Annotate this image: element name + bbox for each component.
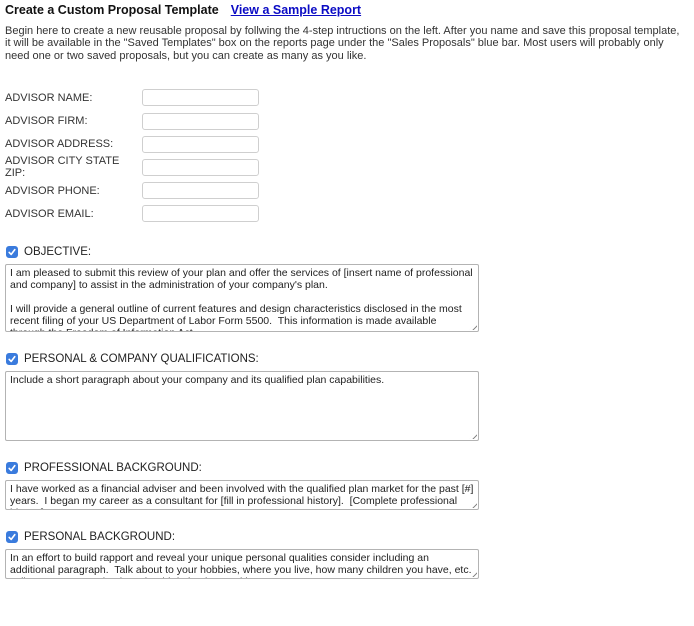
personal-background-checkbox[interactable]	[6, 531, 18, 543]
advisor-address-label: ADVISOR ADDRESS:	[5, 138, 114, 151]
check-icon	[8, 355, 16, 363]
advisor-email-row	[5, 202, 686, 225]
professional-background-label: PROFESSIONAL BACKGROUND:	[24, 462, 202, 475]
advisor-name-row	[5, 86, 686, 109]
personal-background-textarea-wrap	[5, 549, 479, 579]
qualifications-label: PERSONAL & COMPANY QUALIFICATIONS:	[24, 353, 259, 366]
personal-background-section	[5, 531, 686, 579]
advisor-phone-input[interactable]	[142, 182, 259, 199]
advisor-city-state-zip-label: ADVISOR CITY STATE ZIP:	[5, 155, 120, 180]
advisor-firm-row	[5, 109, 686, 132]
advisor-name-input[interactable]	[142, 89, 259, 106]
advisor-phone-row	[5, 179, 686, 202]
check-icon	[8, 464, 16, 472]
objective-check-row	[6, 246, 686, 258]
advisor-phone-label: ADVISOR PHONE:	[5, 184, 100, 197]
qualifications-textarea[interactable]	[5, 371, 479, 441]
advisor-name-label: ADVISOR NAME:	[5, 91, 93, 104]
professional-background-check-row	[6, 462, 686, 474]
qualifications-textarea-wrap	[5, 371, 479, 441]
personal-background-textarea[interactable]	[5, 549, 479, 579]
check-icon	[8, 248, 16, 256]
professional-background-section	[5, 462, 686, 510]
qualifications-checkbox[interactable]	[6, 353, 18, 365]
advisor-form	[5, 86, 686, 225]
professional-background-textarea[interactable]	[5, 480, 479, 510]
objective-section	[5, 246, 686, 332]
page-title: Create a Custom Proposal Template	[5, 3, 219, 17]
objective-label: OBJECTIVE:	[24, 246, 92, 259]
intro-text: Begin here to create a new reusable proposal by follwing the 4-step intructions on the left. After you name and save this proposal template, it will be available in the "Saved Templates" box on the reports page under the "Sales Proposals" blue bar. Most users will probably only need one or two saved proposals, but you can create as many as you like.	[5, 25, 680, 62]
personal-background-check-row	[6, 531, 686, 543]
objective-textarea[interactable]	[5, 264, 479, 332]
qualifications-section	[5, 353, 686, 441]
advisor-firm-input[interactable]	[142, 113, 259, 130]
qualifications-check-row	[6, 353, 686, 365]
professional-background-checkbox[interactable]	[6, 462, 18, 474]
objective-checkbox[interactable]	[6, 246, 18, 258]
personal-background-label: PERSONAL BACKGROUND:	[24, 531, 176, 544]
advisor-city-state-zip-row	[5, 156, 686, 179]
check-icon	[8, 533, 16, 541]
advisor-city-state-zip-input[interactable]	[142, 159, 259, 176]
advisor-firm-label: ADVISOR FIRM:	[5, 115, 88, 127]
advisor-email-input[interactable]	[142, 205, 259, 222]
advisor-address-input[interactable]	[142, 136, 259, 153]
objective-textarea-wrap	[5, 264, 479, 332]
view-sample-report-link[interactable]: View a Sample Report	[230, 3, 362, 17]
page-header	[5, 3, 686, 17]
advisor-email-label: ADVISOR EMAIL:	[5, 207, 94, 220]
professional-background-textarea-wrap	[5, 480, 479, 510]
advisor-address-row	[5, 133, 686, 156]
